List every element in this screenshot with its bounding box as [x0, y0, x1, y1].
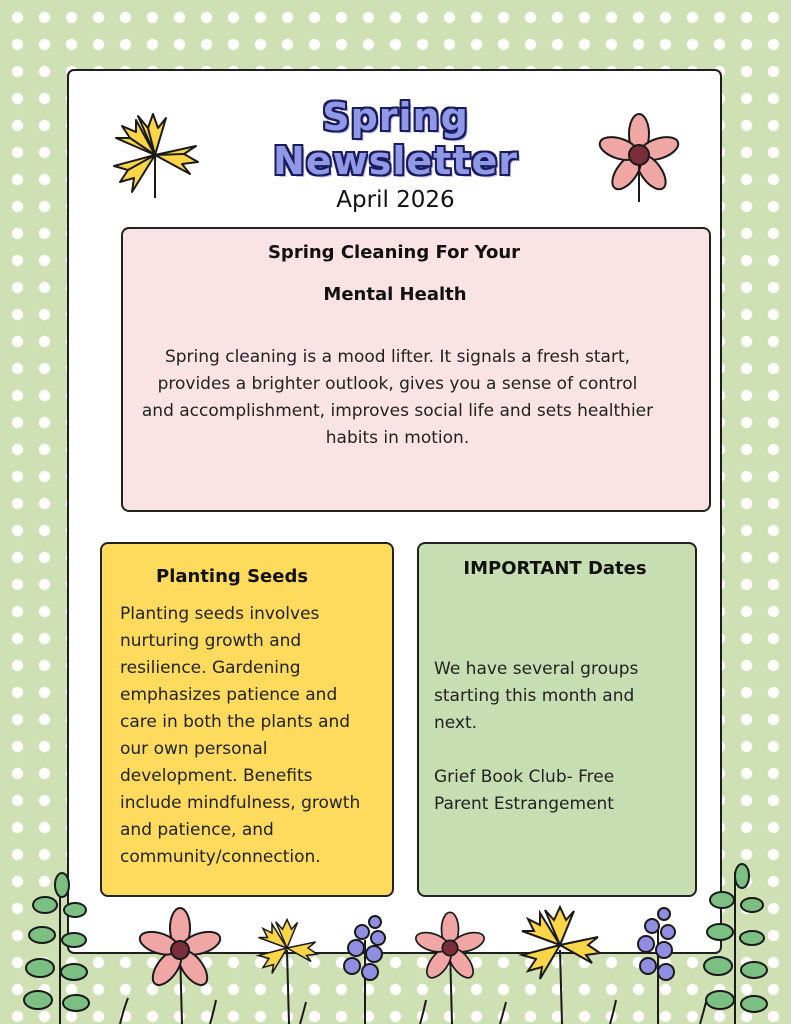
planting-seeds-heading: Planting Seeds: [156, 566, 309, 587]
important-dates-item-1: Grief Book Club- Free: [434, 767, 615, 787]
title-line-2: Newsletter: [273, 139, 518, 183]
planting-seeds-body: Planting seeds involves nurturing growth and resilience. Gardening emphasizes patience and care in both the plants and our own personal development. Benefits include mindfulness, growth and patience, and community/connection.: [120, 604, 361, 867]
important-dates-intro: We have several groups starting this month and next.: [434, 659, 639, 733]
important-dates-item-2: Parent Estrangement: [434, 794, 614, 814]
mental-health-heading-1: Spring Cleaning For Your: [267, 242, 521, 263]
garden-border-icon: [0, 860, 791, 1024]
newsletter-date: April 2026: [336, 187, 455, 213]
title-line-1: Spring: [322, 95, 469, 139]
mental-health-body: Spring cleaning is a mood lifter. It signals a fresh start, provides a brighter outlook, gives you a sense of control and accomplishment, improves social life and sets healthier habits in motion.: [141, 347, 654, 448]
important-dates-heading: IMPORTANT Dates: [463, 558, 647, 579]
mental-health-heading-2: Mental Health: [323, 284, 467, 305]
